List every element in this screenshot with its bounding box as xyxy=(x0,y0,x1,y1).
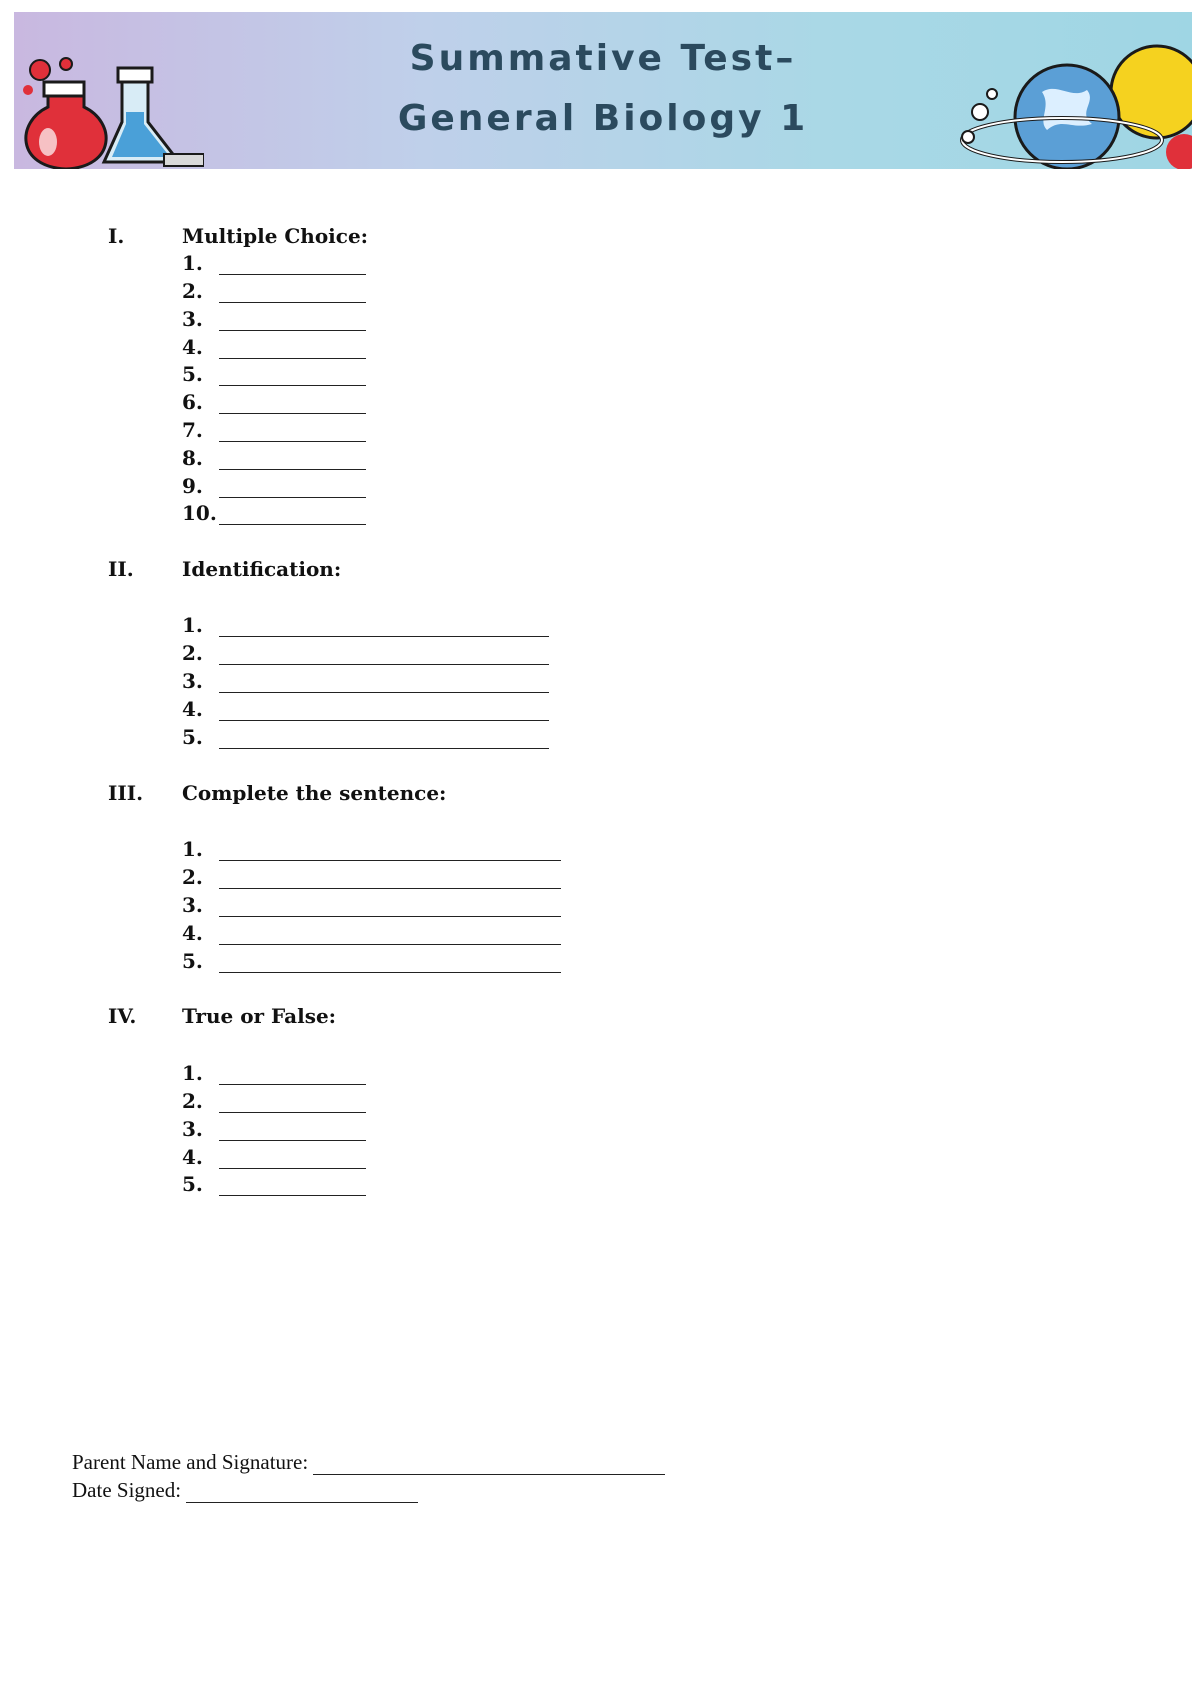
answer-item[interactable]: 4. xyxy=(182,921,218,947)
banner-title-line2: General Biology 1 xyxy=(397,98,809,139)
section-title: True or False: xyxy=(182,1004,337,1028)
answer-item[interactable]: 10. xyxy=(182,501,218,527)
section-identification-heading xyxy=(108,557,341,581)
answer-item[interactable]: 2. xyxy=(182,1089,218,1115)
section-title: Multiple Choice: xyxy=(182,224,369,248)
section-numeral: II. xyxy=(108,557,134,581)
section-numeral: I. xyxy=(108,224,125,248)
section-multiple-choice-heading xyxy=(108,224,368,248)
answer-item[interactable]: 1. xyxy=(182,837,218,863)
section-numeral: III. xyxy=(108,781,144,805)
answer-item[interactable]: 3. xyxy=(182,307,218,333)
answer-item[interactable]: 8. xyxy=(182,446,218,472)
answer-item[interactable]: 5. xyxy=(182,1172,218,1198)
answer-item[interactable]: 5. xyxy=(182,725,218,751)
answer-item[interactable]: 4. xyxy=(182,697,218,723)
date-signed-line xyxy=(72,1478,418,1503)
parent-signature-line xyxy=(72,1450,665,1475)
planet-illustration xyxy=(952,12,1192,169)
date-signed-field[interactable] xyxy=(186,1480,418,1503)
section-numeral: IV. xyxy=(108,1004,137,1028)
answer-item[interactable]: 2. xyxy=(182,641,218,667)
answer-item[interactable]: 4. xyxy=(182,335,218,361)
answer-item[interactable]: 9. xyxy=(182,474,218,500)
answer-item[interactable]: 5. xyxy=(182,949,218,975)
answer-item[interactable]: 3. xyxy=(182,669,218,695)
banner-title-line1: Summative Test– xyxy=(409,38,797,79)
parent-signature-label: Parent Name and Signature: xyxy=(72,1450,309,1474)
parent-signature-field[interactable] xyxy=(313,1452,665,1475)
answer-item[interactable]: 1. xyxy=(182,251,218,277)
answer-item[interactable]: 7. xyxy=(182,418,218,444)
answer-item[interactable]: 1. xyxy=(182,1061,218,1087)
section-title: Identification: xyxy=(182,557,342,581)
answer-item[interactable]: 2. xyxy=(182,279,218,305)
answer-item[interactable]: 3. xyxy=(182,893,218,919)
section-true-false-heading xyxy=(108,1004,336,1028)
section-complete-sentence-heading xyxy=(108,781,446,805)
answer-item[interactable]: 3. xyxy=(182,1117,218,1143)
answer-item[interactable]: 1. xyxy=(182,613,218,639)
answer-item[interactable]: 4. xyxy=(182,1145,218,1171)
answer-item[interactable]: 6. xyxy=(182,390,218,416)
flask-illustration xyxy=(14,12,204,169)
answer-item[interactable]: 2. xyxy=(182,865,218,891)
header-banner xyxy=(14,12,1192,169)
answer-item[interactable]: 5. xyxy=(182,362,218,388)
section-title: Complete the sentence: xyxy=(182,781,447,805)
date-signed-label: Date Signed: xyxy=(72,1478,182,1502)
